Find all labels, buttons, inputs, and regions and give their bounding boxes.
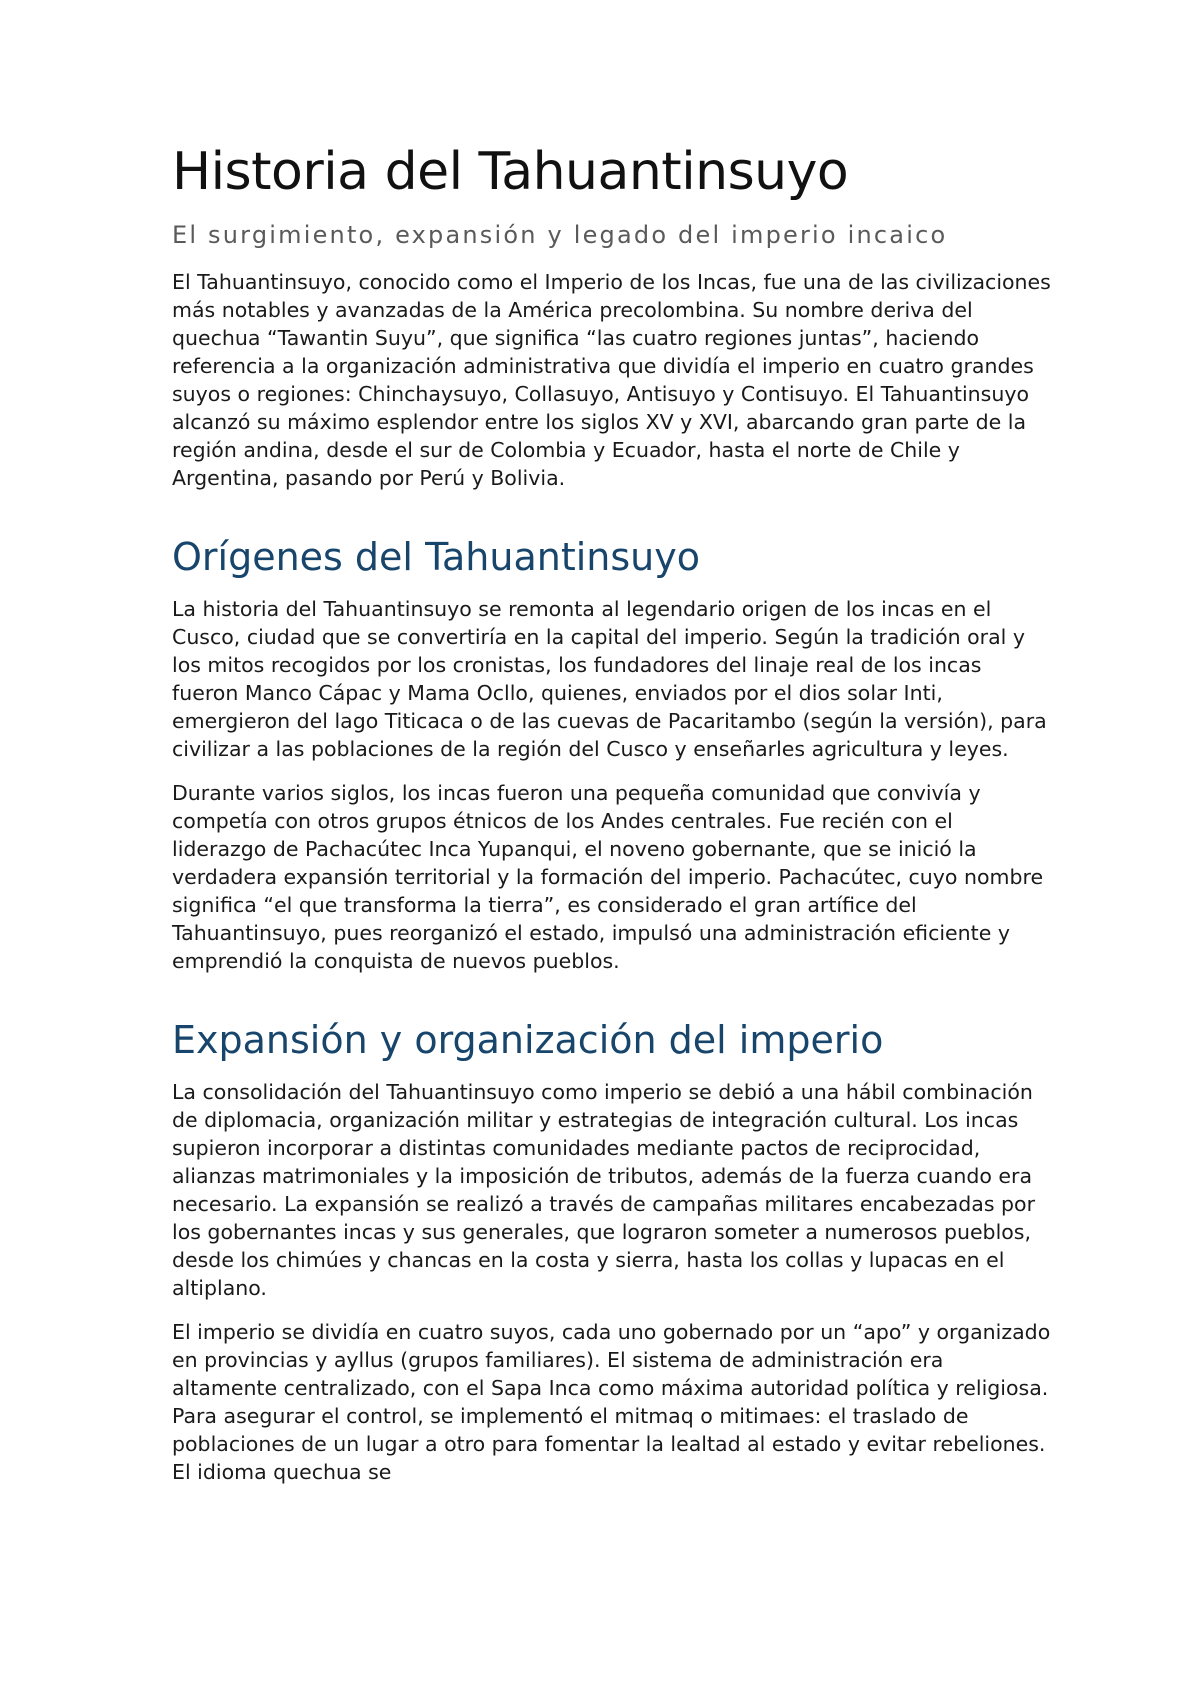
paragraph: Durante varios siglos, los incas fueron una pequeña comunidad que convivía y competía con otros grupos étnicos de los Andes centrales. Fue recién con el liderazgo de Pachacútec Inca Yupanqui, el noveno gobernante, que se inició la verdadera expansión territorial y la formación del imperio. Pachacútec, cuyo nombre significa “el que transforma la tierra”, es considerado el gran artífice del Tahuantinsuyo, pues reorganizó el estado, impulsó una administración eficiente y emprendió la conquista de nuevos pueblos.: [172, 781, 1044, 973]
document-subtitle: El surgimiento, expansión y legado del imperio incaico: [172, 221, 948, 249]
paragraph: El imperio se dividía en cuatro suyos, cada uno gobernado por un “apo” y organizado en provincias y ayllus (grupos familiares). El sistema de administración era altamente centralizado, con el Sapa Inca como máxima autoridad política y religiosa. Para asegurar el control, se implementó el mitmaq o mitimaes: el traslado de poblaciones de un lugar a otro para fomentar la lealtad al estado y evitar rebeliones. El idioma quechua se: [172, 1320, 1051, 1484]
section-heading-origenes: Orígenes del Tahuantinsuyo: [172, 535, 700, 579]
intro-paragraph: El Tahuantinsuyo, conocido como el Imperio de los Incas, fue una de las civilizaciones más notables y avanzadas de la América precolombina. Su nombre deriva del quechua “Tawantin Suyu”, que significa “las cuatro regiones juntas”, haciendo referencia a la organización administrativa que dividía el imperio en cuatro grandes suyos o regiones: Chinchaysuyo, Collasuyo, Antisuyo y Contisuyo. El Tahuantinsuyo alcanzó su máximo esplendor entre los siglos XV y XVI, abarcando gran parte de la región andina, desde el sur de Colombia y Ecuador, hasta el norte de Chile y Argentina, pasando por Perú y Bolivia.: [172, 270, 1051, 490]
document-title: Historia del Tahuantinsuyo: [172, 142, 849, 202]
paragraph: La historia del Tahuantinsuyo se remonta al legendario origen de los incas en el Cusco, ciudad que se convertiría en la capital del imperio. Según la tradición oral y los mitos recogidos por los cronistas, los fundadores del linaje real de los incas fueron Manco Cápac y Mama Ocllo, quienes, enviados por el dios solar Inti, emergieron del lago Titicaca o de las cuevas de Pacaritambo (según la versión), para civilizar a las poblaciones de la región del Cusco y enseñarles agricultura y leyes.: [172, 597, 1047, 761]
document-page: [172, 140, 1052, 1486]
section-heading-expansion: Expansión y organización del imperio: [172, 1018, 884, 1062]
paragraph: La consolidación del Tahuantinsuyo como imperio se debió a una hábil combinación de diplomacia, organización militar y estrategias de integración cultural. Los incas supieron incorporar a distintas comunidades mediante pactos de reciprocidad, alianzas matrimoniales y la imposición de tributos, además de la fuerza cuando era necesario. La expansión se realizó a través de campañas militares encabezadas por los gobernantes incas y sus generales, que lograron someter a numerosos pueblos, desde los chimúes y chancas en la costa y sierra, hasta los collas y lupacas en el altiplano.: [172, 1080, 1036, 1300]
